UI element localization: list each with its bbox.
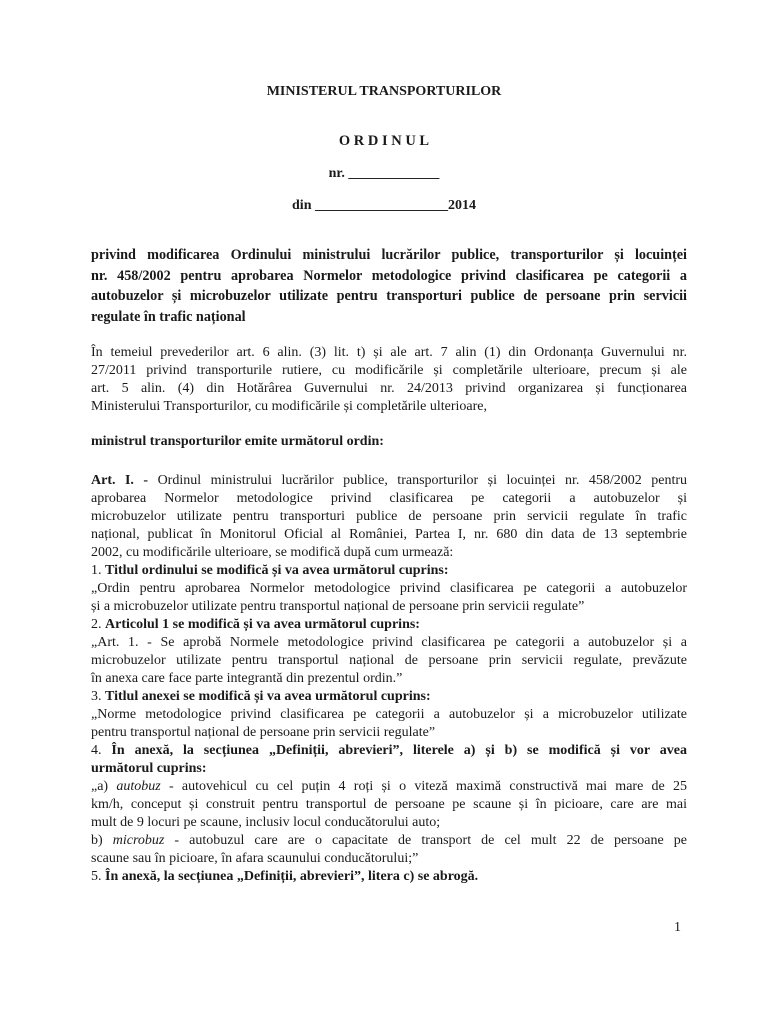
point-1-text: „Ordin pentru aprobarea Normelor metodologice privind clasificarea pe categorii a autobuzelor [91,581,687,596]
article-line: aprobarea Normelor metodologice privind clasificarea pe categorii a autobuzelor și [91,491,687,506]
point-2-text: microbuzelor utilizate pentru transportul național de persoane prin servicii regulate, prevăzute [91,653,687,668]
title-line: nr. 458/2002 pentru aprobarea Normelor metodologice privind clasificarea pe categorii a [91,267,687,284]
article-label: Art. I. - [91,473,149,488]
definition-a: „a) autobuz - autovehicul cu cel puțin 4 roți și o viteză maximă constructivă mai mare de 25 [91,779,688,794]
preamble-line: În temeiul prevederilor art. 6 alin. (3) lit. t) și ale art. 7 alin (1) din Ordonanța Guvernului nr. [91,345,687,360]
definition-b: b) microbuz - autobuzul care are o capacitate de transport de cel mult 22 de persoane pe [91,833,687,848]
preamble-line: Ministerului Transporturilor, cu modificările și completările ulterioare, [91,399,488,414]
preamble-line: 27/2011 privind transporturile rutiere, cu modificările și completările ulterioare, precum și ale [91,363,687,378]
point-4-heading: 4. În anexă, la secțiunea „Definiții, abrevieri”, literele a) și b) se modifică și vor avea [91,743,687,758]
point-3-text: „Norme metodologice privind clasificarea pe categorii a autobuzelor și a microbuzelor utilizate [91,707,687,722]
point-1-heading: 1. Titlul ordinului se modifică și va avea următorul cuprins: [91,563,449,578]
order-number-line: nr. _____________ [328,166,440,181]
definition-a-text: km/h, conceput și construit pentru transportul de persoane pe scaune și în picioare, care are mai [91,797,687,812]
point-3-text: pentru transportul național de persoane prin servicii regulate” [91,725,436,740]
page-number: 1 [674,920,681,935]
article-line: microbuzelor utilizate pentru transporturi publice de persoane prin servicii regulate în trafic [91,509,687,524]
article-line: național, publicat în Monitorul Oficial al României, Partea I, nr. 680 din data de 13 septembrie [91,527,687,542]
definition-b-text: scaune sau în picioare, în afara scaunului conducătorului;” [91,851,419,866]
point-4-heading: următorul cuprins: [91,761,207,776]
issuing-statement: ministrul transporturilor emite următorul ordin: [91,434,384,449]
title-line: privind modificarea Ordinului ministrului lucrărilor publice, transporturilor și locuinței [91,247,687,263]
article-line: 2002, cu modificările ulterioare, se modifică după cum urmează: [91,545,454,560]
point-5-heading: 5. În anexă, la secțiunea „Definiții, abrevieri”, litera c) se abrogă. [91,869,479,884]
definition-a-text: mult de 9 locuri pe scaune, inclusiv locul conducătorului auto; [91,815,441,830]
point-1-text: și a microbuzelor utilizate pentru transportul național de persoane prin servicii regulate” [91,599,585,614]
point-3-heading: 3. Titlul anexei se modifică și va avea următorul cuprins: [91,689,431,704]
document-type-heading: O R D I N U L [338,133,430,149]
point-2-heading: 2. Articolul 1 se modifică și va avea următorul cuprins: [91,617,420,632]
preamble-paragraph [91,344,687,416]
title-line: autobuzelor și microbuzelor utilizate pentru transporturi publice de persoane prin servicii [91,288,687,304]
title-line: regulate în trafic național [91,308,246,325]
article-line: Ordinul ministrului lucrărilor publice, transporturilor și locuinței nr. 458/2002 pentru [148,473,687,488]
preamble-line: art. 5 alin. (4) din Hotărârea Guvernului nr. 24/2013 privind organizarea și funcționarea [91,381,687,396]
article-i [91,472,687,886]
order-date-line: din ___________________2014 [292,198,476,213]
point-2-text: în anexa care face parte integrantă din prezentul ordin.” [91,671,403,686]
point-2-text: „Art. 1. - Se aprobă Normele metodologice privind clasificarea pe categorii a autobuzelor și a [91,635,687,650]
ministry-heading: MINISTERUL TRANSPORTURILOR [266,84,502,99]
order-title [91,245,687,327]
